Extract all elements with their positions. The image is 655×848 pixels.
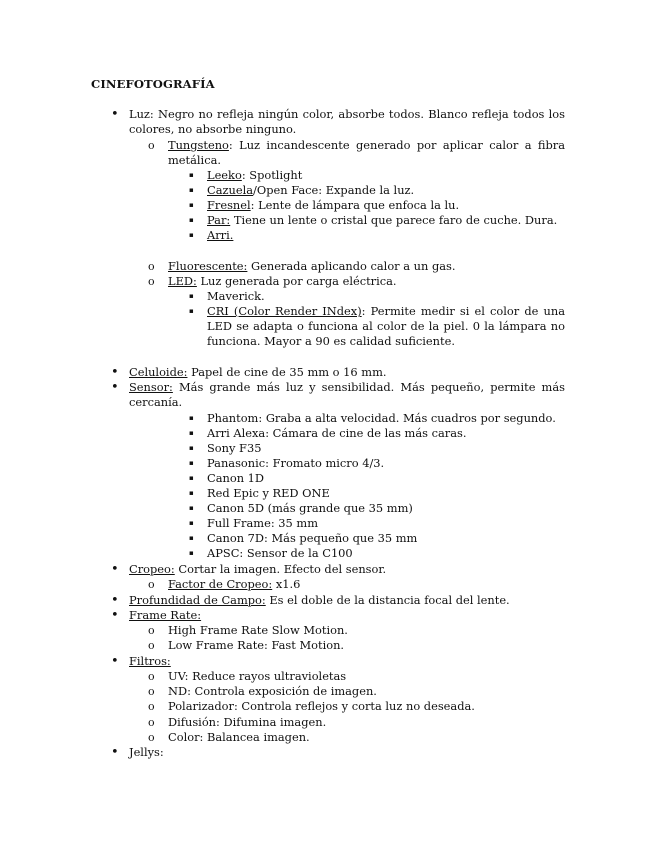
item-text: /Open Face: Expande la luz.	[253, 183, 415, 197]
bullet-dot: •	[111, 380, 119, 395]
list-item: Canon 7D: Más pequeño que 35 mm	[207, 531, 418, 545]
bullet-square: ▪	[189, 444, 194, 452]
bullet-circle: o	[148, 578, 155, 591]
bullet-square: ▪	[189, 519, 194, 527]
item-label: Arri.	[207, 228, 234, 242]
bullet-circle: o	[148, 275, 155, 288]
celuloide-text: Papel de cine de 35 mm o 16 mm.	[187, 365, 387, 379]
bullet-circle: o	[148, 700, 155, 713]
tungsteno-text: : Luz incandescente generado por aplicar calor a fibra metálica.	[168, 138, 565, 167]
list-item	[207, 198, 459, 213]
bullet-circle: o	[148, 260, 155, 273]
bullet-dot: •	[111, 593, 119, 608]
cri-text: : Permite medir si el color de una LED se adapta o funciona al color de la piel. 0 la lámpara no funciona. Mayor a 90 es calidad suficiente.	[207, 304, 565, 348]
bullet-square: ▪	[189, 489, 194, 497]
list-item: Phantom: Graba a alta velocidad. Más cuadros por segundo.	[207, 411, 556, 425]
list-item: Panasonic: Fromato micro 4/3.	[207, 456, 385, 470]
item-text: Tiene un lente o cristal que parece faro de cuche. Dura.	[230, 213, 558, 227]
bullet-circle: o	[148, 139, 155, 152]
bullet-square: ▪	[189, 459, 194, 467]
page-title: CINEFOTOGRAFÍA	[91, 77, 215, 91]
list-item: Red Epic y RED ONE	[207, 486, 330, 500]
filtros-label: Filtros:	[129, 654, 171, 668]
item-text: : Spotlight	[241, 168, 303, 182]
bullet-circle: o	[148, 716, 155, 729]
bullet-circle: o	[148, 624, 155, 637]
list-item: ND: Controla exposición de imagen.	[168, 684, 377, 698]
bullet-square: ▪	[189, 504, 194, 512]
celuloide-label: Celuloide:	[129, 365, 188, 379]
bullet-square: ▪	[189, 231, 194, 239]
list-item: High Frame Rate Slow Motion.	[168, 623, 348, 637]
sensor-paragraph	[129, 380, 565, 410]
list-item	[207, 183, 414, 198]
cropeo-line	[129, 562, 386, 577]
list-item: Canon 5D (más grande que 35 mm)	[207, 501, 413, 515]
bullet-square: ▪	[189, 549, 194, 557]
luz-paragraph: Luz: Negro no refleja ningún color, absorbe todos. Blanco refleja todos los colores, no absorbe ninguno.	[129, 107, 565, 136]
cri-label: CRI (Color Render INdex)	[207, 304, 362, 318]
bullet-square: ▪	[189, 534, 194, 542]
bullet-dot: •	[111, 745, 119, 760]
bullet-square: ▪	[189, 186, 194, 194]
bullet-square: ▪	[189, 474, 194, 482]
cri-paragraph	[207, 304, 565, 349]
bullet-dot: •	[111, 654, 119, 669]
fluorescente-text: Generada aplicando calor a un gas.	[247, 259, 456, 273]
sensor-label: Sensor:	[129, 380, 173, 394]
bullet-dot: •	[111, 608, 119, 623]
bullet-square: ▪	[189, 292, 194, 300]
list-item: Color: Balancea imagen.	[168, 730, 310, 744]
bullet-circle: o	[148, 639, 155, 652]
framerate-label: Frame Rate:	[129, 608, 202, 622]
item-label: Leeko	[207, 168, 242, 182]
fluorescente-line	[168, 259, 456, 274]
led-line	[168, 274, 397, 289]
factor-cropeo-label: Factor de Cropeo:	[168, 577, 273, 591]
factor-cropeo-line	[168, 577, 300, 592]
profundidad-label: Profundidad de Campo:	[129, 593, 266, 607]
list-item: Canon 1D	[207, 471, 265, 485]
bullet-dot: •	[111, 365, 119, 380]
list-item	[207, 168, 302, 183]
celuloide-line	[129, 365, 387, 380]
list-item: APSC: Sensor de la C100	[207, 546, 353, 560]
item-text: : Lente de lámpara que enfoca la lu.	[250, 198, 460, 212]
list-item: UV: Reduce rayos ultravioletas	[168, 669, 347, 683]
list-item	[207, 228, 233, 243]
bullet-dot: •	[111, 107, 119, 122]
bullet-square: ▪	[189, 171, 194, 179]
bullet-circle: o	[148, 670, 155, 683]
item-label: Cazuela	[207, 183, 254, 197]
list-item: Sony F35	[207, 441, 262, 455]
bullet-square: ▪	[189, 429, 194, 437]
list-item: Full Frame: 35 mm	[207, 516, 319, 530]
bullet-square: ▪	[189, 216, 194, 224]
cropeo-label: Cropeo:	[129, 562, 175, 576]
list-item: Polarizador: Controla reflejos y corta luz no deseada.	[168, 699, 475, 713]
tungsteno-label: Tungsteno	[168, 138, 229, 152]
factor-cropeo-text: x1.6	[272, 577, 301, 591]
item-label: Fresnel	[207, 198, 251, 212]
profundidad-text: Es el doble de la distancia focal del lente.	[265, 593, 510, 607]
led-text: Luz generada por carga eléctrica.	[196, 274, 397, 288]
list-item	[207, 213, 557, 228]
sensor-text: Más grande más luz y sensibilidad. Más pequeño, permite más cercanía.	[129, 380, 565, 409]
bullet-circle: o	[148, 731, 155, 744]
profundidad-line	[129, 593, 510, 608]
led-label: LED:	[168, 274, 197, 288]
bullet-circle: o	[148, 685, 155, 698]
list-item: Difusión: Difumina imagen.	[168, 715, 327, 729]
list-item: Arri Alexa: Cámara de cine de las más caras.	[207, 426, 467, 440]
bullet-square: ▪	[189, 201, 194, 209]
maverick-item: Maverick.	[207, 289, 265, 303]
tungsteno-paragraph	[168, 138, 565, 168]
cropeo-text: Cortar la imagen. Efecto del sensor.	[174, 562, 387, 576]
jellys-label: Jellys:	[129, 745, 164, 759]
list-item: Low Frame Rate: Fast Motion.	[168, 638, 345, 652]
bullet-square: ▪	[189, 414, 194, 422]
fluorescente-label: Fluorescente:	[168, 259, 248, 273]
item-label: Par:	[207, 213, 231, 227]
bullet-dot: •	[111, 562, 119, 577]
bullet-square: ▪	[189, 307, 194, 315]
